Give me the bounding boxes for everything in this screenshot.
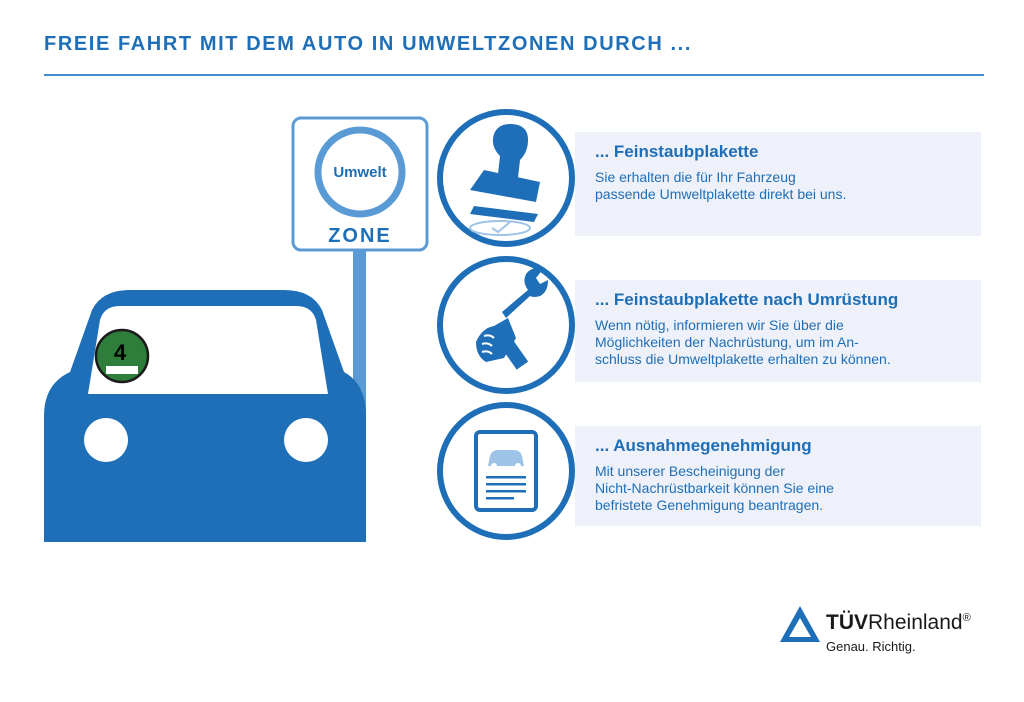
- option-title: ... Feinstaubplakette nach Umrüstung: [595, 290, 899, 309]
- car-icon: [44, 290, 366, 542]
- sign-zone-text: ZONE: [328, 225, 392, 247]
- option-panel-plakette: [575, 132, 981, 236]
- brand-tagline: Genau. Richtig.: [826, 639, 916, 654]
- option-text: Mit unserer Bescheinigung der Nicht-Nachrüstbarkeit können Sie eine befristete Genehmigung beantragen.: [595, 463, 834, 513]
- brand-name-regular: Rheinland: [868, 611, 963, 634]
- option-text: Wenn nötig, informieren wir Sie über die Möglichkeiten der Nachrüstung, um im An- schluss die Umweltplakette erhalten zu können.: [595, 317, 891, 367]
- sign-circle-text: Umwelt: [333, 164, 387, 181]
- brand-name: [826, 611, 971, 635]
- option-title: ... Ausnahmegenehmigung: [595, 436, 812, 455]
- document-car-icon: [440, 405, 572, 537]
- sticker-number: 4: [113, 340, 127, 365]
- green-sticker: [96, 330, 148, 382]
- option-panel-umruestung: [575, 280, 981, 382]
- option-text: Sie erhalten die für Ihr Fahrzeug passende Umweltplakette direkt bei uns.: [595, 169, 847, 202]
- umweltzone-sign: [293, 118, 427, 250]
- registered-mark: ®: [962, 612, 971, 624]
- option-title: ... Feinstaubplakette: [595, 142, 759, 161]
- wrench-icon: [440, 259, 572, 391]
- brand-name-bold: TÜV: [826, 611, 868, 634]
- tuv-triangle-logo-icon: [778, 604, 822, 644]
- stamp-icon: [440, 112, 572, 244]
- option-panel-ausnahme: [575, 426, 981, 526]
- page-title: FREIE FAHRT MIT DEM AUTO IN UMWELTZONEN DURCH ...: [44, 33, 692, 55]
